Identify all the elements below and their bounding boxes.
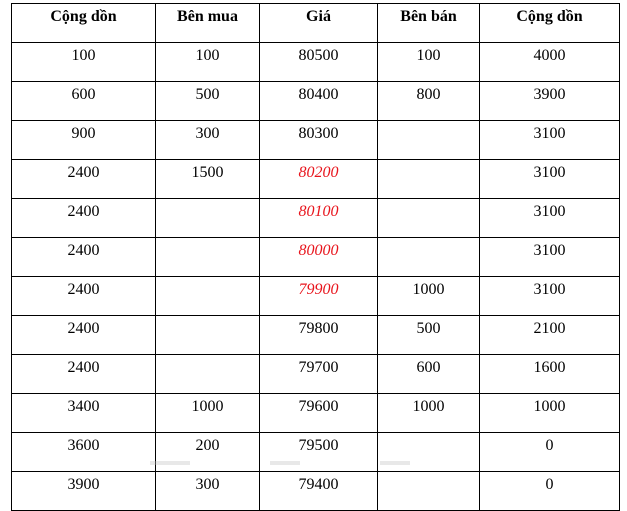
cropped-text-remnant [270,461,300,465]
table-row [12,433,620,472]
cell-cumulative-sell: 3100 [480,199,620,238]
cell-sell [378,433,480,472]
cell-cumulative-buy: 2400 [12,238,156,277]
cell-buy: 500 [156,82,260,121]
cell-sell: 100 [378,43,480,82]
table-row [12,199,620,238]
cell-price: 79400 [260,472,378,511]
header-buy-side: Bên mua [156,4,260,43]
table-row [12,394,620,433]
cell-cumulative-buy: 900 [12,121,156,160]
cell-cumulative-buy: 2400 [12,277,156,316]
cell-cumulative-sell: 3100 [480,160,620,199]
cell-price: 80100 [260,199,378,238]
cell-buy: 200 [156,433,260,472]
cell-cumulative-sell: 1600 [480,355,620,394]
cell-price: 80500 [260,43,378,82]
cell-cumulative-buy: 2400 [12,355,156,394]
table-row [12,121,620,160]
cell-price: 79700 [260,355,378,394]
cell-price: 79500 [260,433,378,472]
cell-cumulative-sell: 0 [480,433,620,472]
table-row [12,43,620,82]
cell-buy: 100 [156,43,260,82]
cell-sell [378,199,480,238]
cropped-text-remnant [380,461,410,465]
cell-cumulative-sell: 0 [480,472,620,511]
cell-cumulative-buy: 600 [12,82,156,121]
table-row [12,277,620,316]
cell-buy [156,316,260,355]
cell-sell: 500 [378,316,480,355]
header-price: Giá [260,4,378,43]
table-row [12,316,620,355]
cell-cumulative-buy: 3400 [12,394,156,433]
cell-buy: 300 [156,472,260,511]
cell-price: 80200 [260,160,378,199]
order-book-table [11,3,620,511]
cell-buy [156,355,260,394]
cell-cumulative-buy: 2400 [12,160,156,199]
cell-sell: 600 [378,355,480,394]
cell-sell [378,238,480,277]
cropped-text-remnant [150,461,190,465]
cell-cumulative-buy: 100 [12,43,156,82]
cell-cumulative-sell: 4000 [480,43,620,82]
cell-cumulative-sell: 3900 [480,82,620,121]
cell-buy: 300 [156,121,260,160]
cell-buy [156,277,260,316]
cell-buy: 1000 [156,394,260,433]
cell-cumulative-sell: 3100 [480,121,620,160]
cell-sell: 1000 [378,394,480,433]
cell-price: 80000 [260,238,378,277]
cell-price: 80400 [260,82,378,121]
header-cumulative-buy: Cộng dồn [12,4,156,43]
table-row [12,238,620,277]
table-row [12,355,620,394]
cell-sell [378,121,480,160]
cell-cumulative-buy: 3900 [12,472,156,511]
cell-buy [156,199,260,238]
cell-price: 79600 [260,394,378,433]
table-row [12,472,620,511]
cell-cumulative-buy: 2400 [12,316,156,355]
table-row [12,82,620,121]
cell-cumulative-buy: 3600 [12,433,156,472]
cell-price: 79900 [260,277,378,316]
cell-cumulative-sell: 2100 [480,316,620,355]
cell-price: 79800 [260,316,378,355]
cell-sell: 800 [378,82,480,121]
header-sell-side: Bên bán [378,4,480,43]
cell-buy: 1500 [156,160,260,199]
cell-sell: 1000 [378,277,480,316]
header-cumulative-sell: Cộng dồn [480,4,620,43]
cell-cumulative-sell: 3100 [480,277,620,316]
cell-cumulative-buy: 2400 [12,199,156,238]
cell-sell [378,472,480,511]
header-row [12,4,620,43]
cell-cumulative-sell: 1000 [480,394,620,433]
cell-sell [378,160,480,199]
cell-buy [156,238,260,277]
cell-cumulative-sell: 3100 [480,238,620,277]
table-row [12,160,620,199]
cell-price: 80300 [260,121,378,160]
